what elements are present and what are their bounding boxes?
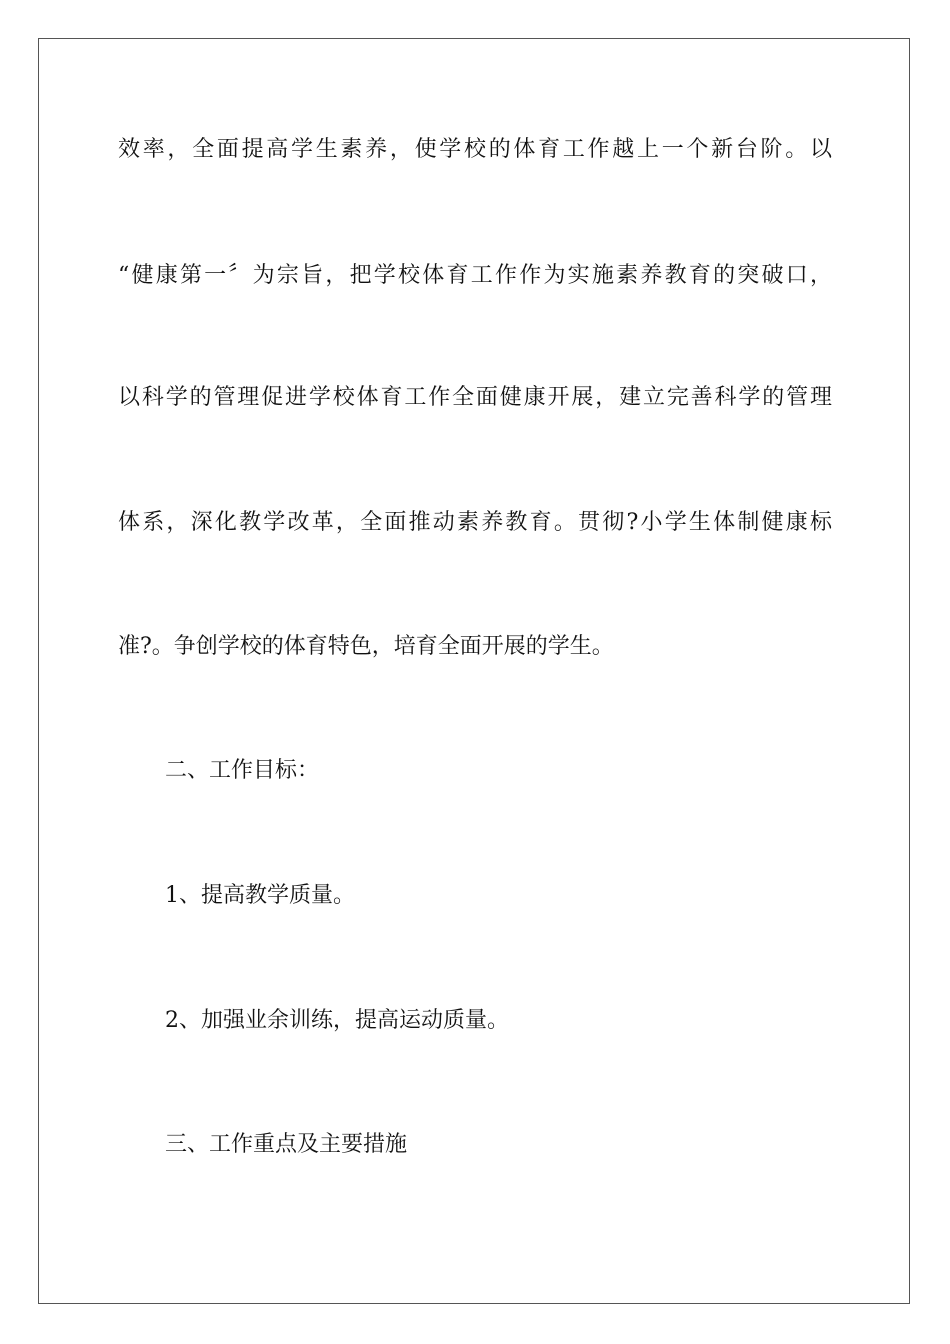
goal-item-2: 2、加强业余训练，提高运动质量。 xyxy=(165,1008,509,1033)
goal-item-1: 1、提高教学质量。 xyxy=(165,883,355,908)
paragraph-line-1: 效率，全面提高学生素养，使学校的体育工作越上一个新台阶。以 xyxy=(118,137,832,162)
page-frame xyxy=(38,38,910,1304)
section-two-heading: 二、工作目标： xyxy=(165,758,320,783)
paragraph-line-4: 体系，深化教学改革，全面推动素养教育。贯彻?小学生体制健康标 xyxy=(118,510,832,535)
paragraph-line-2: “健康第一〞为宗旨，把学校体育工作作为实施素养教育的突破口， xyxy=(118,263,832,288)
paragraph-line-3: 以科学的管理促进学校体育工作全面健康开展，建立完善科学的管理 xyxy=(118,385,832,410)
paragraph-line-5: 准?。争创学校的体育特色，培育全面开展的学生。 xyxy=(118,634,614,659)
section-three-heading: 三、工作重点及主要措施 xyxy=(165,1132,408,1157)
